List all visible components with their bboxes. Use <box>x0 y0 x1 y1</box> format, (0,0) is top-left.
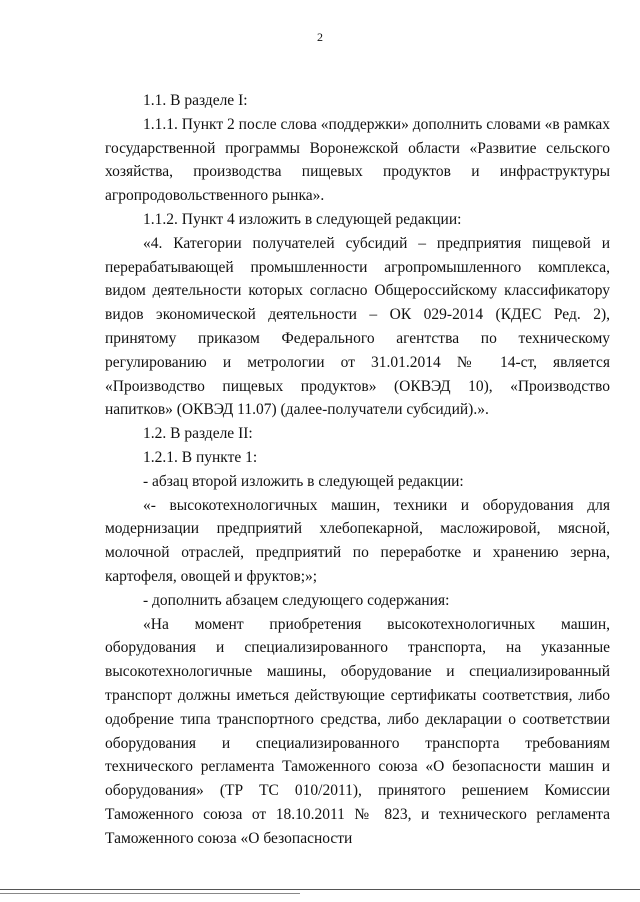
paragraph-vysokotech-text: «- высокотехнологичных машин, техники и оборудования для модернизации предприятий хлебопекарной, масложировой, мясной, молочной отраслей, предприятий по переработке и хранению зерна, картофеля, овощей и фруктов;»; <box>105 496 610 585</box>
paragraph-dopolnit: - дополнить абзацем следующего содержания: <box>143 591 450 609</box>
page-number: 2 <box>317 30 323 44</box>
paragraph-1-2-1: 1.2.1. В пункте 1: <box>143 448 258 466</box>
paragraph-section-1: 1.1. В разделе I: <box>143 92 248 109</box>
paragraph-na-moment-text: «На момент приобретения высокотехнологичных машин, оборудования и специализированного транспорта, на указанные высокотехнологичные машины, оборудование и специализированный транспорт должны иметься действующие сертификаты соответствия, либо одобрение типа транспортного средства, либо декларации о соответствии оборудования и специализированного транспорта требованиям технического регламента Таможенного союза «О безопасности машин и оборудования» (ТР ТС 010/2011), принятого решением Комиссии Таможенного союза от 18.10.2011 № 823, и технического регламента Таможенного союза «О безопасности <box>105 615 610 847</box>
scan-edge-line-short <box>0 893 300 894</box>
document-body <box>105 89 610 851</box>
paragraph-1-1-2: 1.1.2. Пункт 4 изложить в следующей редакции: <box>143 210 462 228</box>
paragraph-abzac-vtoroy: - абзац второй изложить в следующей редакции: <box>143 472 464 490</box>
scan-edge-line <box>0 889 640 890</box>
paragraph-section-2: 1.2. В разделе II: <box>143 425 253 443</box>
paragraph-point-4-text: «4. Категории получателей субсидий – предприятия пищевой и перерабатывающей промышленности агропромышленного комплекса, видом деятельности которых согласно Общероссийскому классификатору видов экономической деятельности – ОК 029-2014 (КДЕС Ред. 2), принятому приказом Федерального агентства по техническому регулированию и метрологии от 31.01.2014 № 14-ст, является «Производство пищевых продуктов» (ОКВЭД 10), «Производство напитков» (ОКВЭД 11.07) (далее-получатели субсидий).». <box>105 234 610 419</box>
paragraph-1-1-1: 1.1.1. Пункт 2 после слова «поддержки» дополнить словами «в рамках государственной программы Воронежской области «Развитие сельского хозяйства, производства пищевых продуктов и инфраструктуры агропродовольственного рынка». <box>105 115 610 205</box>
